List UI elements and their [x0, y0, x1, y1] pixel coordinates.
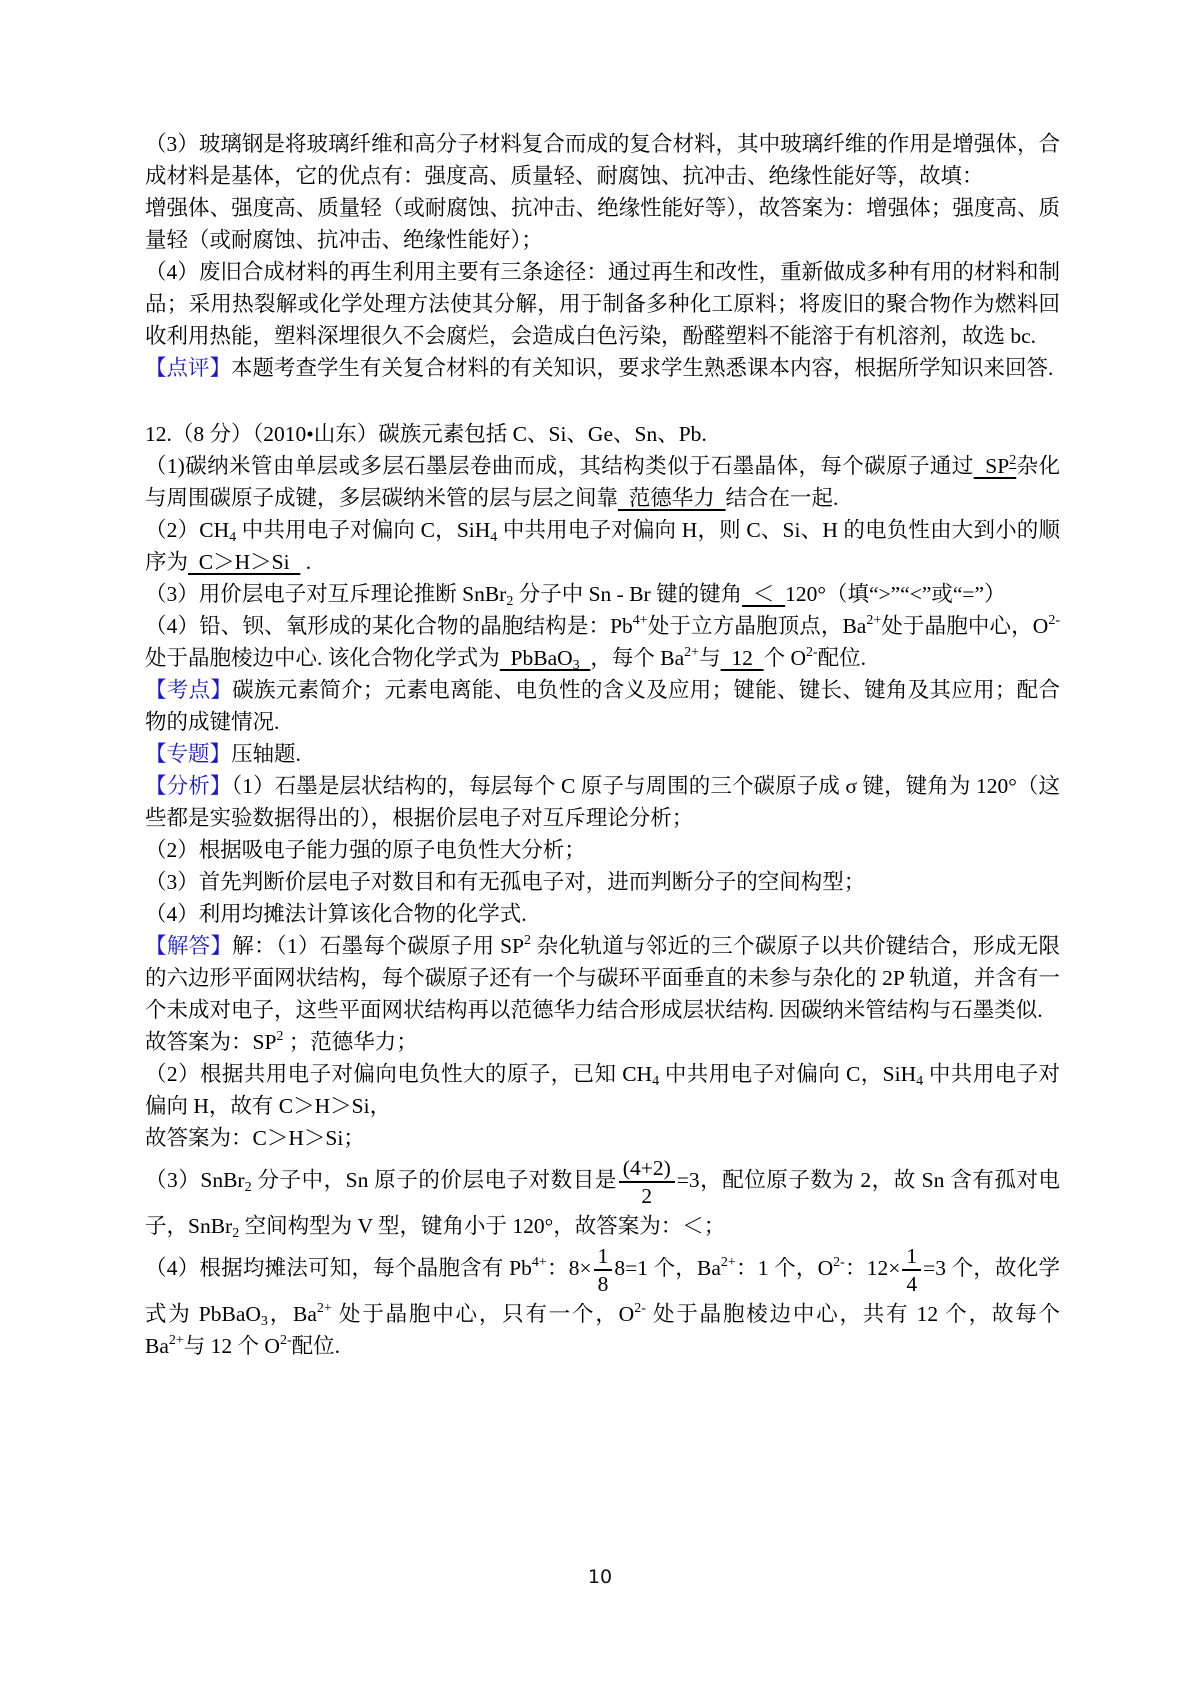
superscript: 2- — [634, 1301, 646, 1317]
subscript: 4 — [229, 530, 237, 545]
answer-blank: 12 — [720, 646, 764, 670]
fraction — [594, 1244, 613, 1296]
superscript: 2+ — [720, 1255, 736, 1271]
answer-blank: C＞H＞Si — [188, 550, 301, 574]
q12-solution-2: （2）根据共用电子对偏向电负性大的原子，已知 $CH_4$ 中共用电子对偏向 C，SiH$_4$ 中共用电子对偏向 H，故有 C＞H＞Si， — [145, 1062, 1060, 1118]
superscript: 2- — [833, 1255, 845, 1271]
subscript: 2 — [232, 1226, 240, 1242]
answer-blank: 范德华力 — [618, 486, 726, 510]
fraction-numerator: (4+2) — [619, 1156, 675, 1183]
q11-comment: 【点评】本题考查学生有关复合材料的有关知识，要求学生熟悉课本内容，根据所学知识来回答. — [145, 356, 1054, 380]
superscript: 2 — [524, 933, 532, 948]
subscript: 4 — [490, 530, 498, 545]
superscript: 2+ — [866, 613, 882, 628]
fraction — [902, 1244, 921, 1296]
fraction-denominator: 8 — [597, 1272, 609, 1297]
q12-solution-3: （3）SnBr$_2$ 分子中，Sn 原子的价层电子对数目是 $\frac{(4+2)}{2}$ =3，配位原子数为 2，故 Sn 含有孤对电子，SnBr$_2$ 空间构型为 V 型，键角小于 120°，故答案为：＜； — [145, 1156, 1060, 1242]
q12-part2: $(2)CH_4$ 中共用电子对偏向 C，SiH$_4$ 中共用电子对偏向 H，则 C、Si、H 的电负性由大到小的顺序为 C＞H＞Si . — [145, 518, 1060, 574]
q12-analysis-3: （3）首先判断价层电子对数目和有无孤电子对，进而判断分子的空间构型； — [145, 870, 866, 894]
subscript: 2 — [506, 594, 514, 609]
superscript: 2 — [276, 1029, 284, 1044]
section-label: 【解答】 — [145, 934, 233, 958]
q12-solution-1: 【解答】解：（1）石墨每个碳原子用 $SP^2$ 杂化轨道与邻近的三个碳原子以共价键结合，形成无限的六边形平面网状结构，每个碳原子还有一个与碳环平面垂直的未参与杂化的 2P 轨道，并含有一个未成对电子，这些平面网状结构再以范德华力结合形成层状结构. 因碳纳米管结构与石墨类似. — [145, 933, 1060, 1022]
subscript: 3 — [260, 1314, 268, 1330]
superscript: 4+ — [531, 1255, 547, 1271]
q12-solution-answer-1: 故答案为：$SP^2$ ；范德华力； — [145, 1029, 418, 1054]
fraction — [619, 1156, 675, 1208]
q12-solution-4: （4）根据均摊法可知，每个晶胞含有 $Pb^{4+}$：8× $\frac{1}{8}$ 8=1 个，$Ba^{2+}$：1 个，$O^{2-}$：12× $\frac{1}{4}$ =3 个，故化学式为 PbBaO$_3$，$Ba^{2+}$ 处于晶胞中心，只有一个，$O^{2-}$ 处于晶胞棱边中心，共有 12 个，故每个 $Ba^{2+}$与 12 个 $O^{2-}$配位. — [145, 1244, 1060, 1359]
subscript: 2 — [244, 1180, 252, 1196]
q12-analysis-4: （4）利用均摊法计算该化合物的化学式. — [145, 902, 527, 926]
superscript: 2 — [1009, 453, 1017, 468]
fraction-numerator: 1 — [902, 1244, 921, 1271]
q12-topic: 【专题】压轴题. — [145, 742, 301, 766]
q11-part3-answer: 增强体、强度高、质量轻（或耐腐蚀、抗冲击、绝缘性能好等），故答案为：增强体；强度高、质量轻（或耐腐蚀、抗冲击、绝缘性能好）； — [145, 196, 1060, 252]
q12-solution-answer-2: 故答案为：C＞H＞Si； — [145, 1126, 365, 1150]
q12-part1: （1)碳纳米管由单层或多层石墨层卷曲而成，其结构类似于石墨晶体，每个碳原子通过 $SP^2$杂化与周围碳原子成键，多层碳纳米管的层与层之间靠 范德华力 结合在一起. — [145, 453, 1060, 510]
section-label: 【分析】 — [145, 774, 232, 798]
q11-part4-explanation: （4）废旧合成材料的再生利用主要有三条途径：通过再生和改性，重新做成多种有用的材料和制品；采用热裂解或化学处理方法使其分解，用于制备多种化工原料；将废旧的聚合物作为燃料回收利用热能，塑料深埋很久不会腐烂，会造成白色污染，酚醛塑料不能溶于有机溶剂，故选 bc. — [145, 260, 1060, 348]
q12-part3: （3）用价层电子对互斥理论推断 SnBr$_2$ 分子中 Sn - Br 键的键角 ＜ 120°（填“>”“<”或“=”） — [145, 582, 1006, 609]
q12-analysis-1: 【分析】（1）石墨是层状结构的，每层每个 C 原子与周围的三个碳原子成 σ 键，键角为 120°（这些都是实验数据得出的），根据价层电子对互斥理论分析； — [145, 774, 1060, 830]
q11-part3-explanation: （3）玻璃钢是将玻璃纤维和高分子材料复合而成的复合材料，其中玻璃纤维的作用是增强体，合成材料是基体，它的优点有：强度高、质量轻、耐腐蚀、抗冲击、绝缘性能好等，故填： — [145, 132, 1060, 188]
answer-blank: $SP^2$ — [973, 453, 1017, 478]
document-content — [145, 128, 1060, 1362]
fraction-denominator: 4 — [906, 1272, 918, 1297]
superscript: 2+ — [168, 1333, 184, 1349]
superscript: 2+ — [316, 1301, 332, 1317]
superscript: 4+ — [632, 613, 648, 628]
section-label: 【专题】 — [145, 742, 232, 766]
fraction-numerator: 1 — [594, 1244, 613, 1271]
superscript: 2+ — [684, 645, 700, 660]
subscript: 4 — [916, 1074, 924, 1089]
subscript: 4 — [652, 1074, 660, 1089]
q12-analysis-2: （2）根据吸电子能力强的原子电负性大分析； — [145, 838, 586, 862]
superscript: 2- — [805, 645, 818, 660]
section-label: 【考点】 — [145, 678, 233, 702]
subscript: 3 — [572, 658, 580, 673]
answer-blank: PbBaO$_3$ — [499, 646, 580, 673]
superscript: 2- — [1048, 613, 1060, 628]
superscript: 2- — [279, 1333, 292, 1349]
q12-part4: （4）铅、钡、氧形成的某化合物的晶胞结构是：$Pb^{4+}$处于立方晶胞顶点，$Ba^{2+}$处于晶胞中心，$O^{2-}$处于晶胞棱边中心. 该化合物化学式为 PbBaO$_3$ ，每个 $Ba^{2+}$与 12 个 $O^{2-}$配位. — [145, 613, 1060, 673]
q12-stem: 12.（8 分）（2010•山东）碳族元素包括 C、Si、Ge、Sn、Pb. — [145, 422, 707, 446]
answer-blank: ＜ — [742, 582, 786, 606]
page-number: 10 — [587, 1566, 613, 1588]
section-label: 【点评】 — [145, 356, 232, 380]
q12-examined-points: 【考点】碳族元素简介；元素电离能、电负性的含义及应用；键能、键长、键角及其应用；配合物的成键情况. — [145, 678, 1060, 734]
fraction-denominator: 2 — [641, 1184, 653, 1209]
